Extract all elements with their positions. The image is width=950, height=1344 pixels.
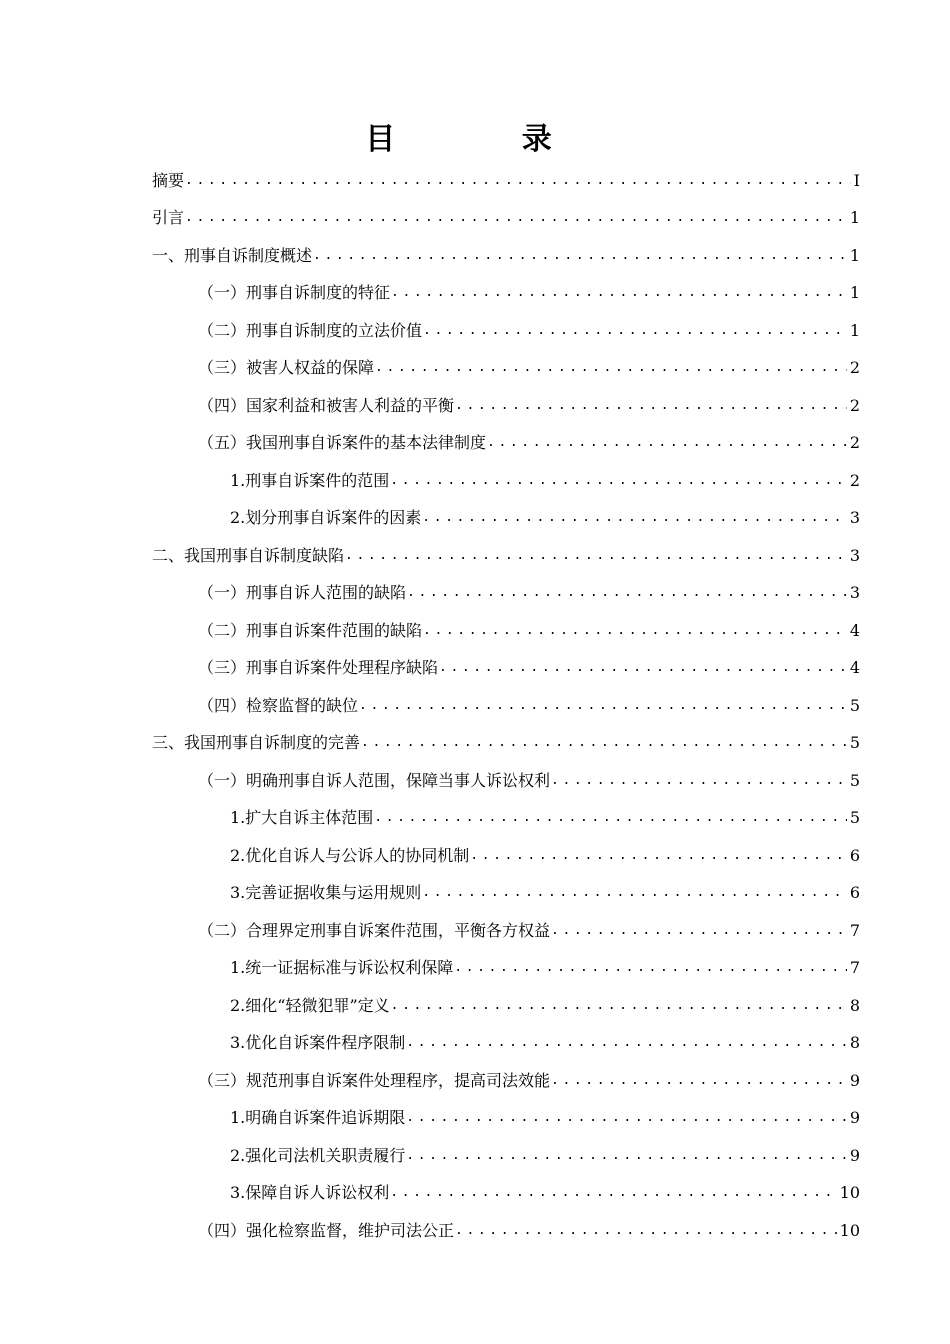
toc-entry[interactable] <box>0 912 950 949</box>
toc-entry[interactable] <box>0 425 950 462</box>
toc-entry-page-number: 1 <box>849 283 860 302</box>
toc-entry-page-number: 5 <box>849 733 860 752</box>
toc-entry-title: （三）规范刑事自诉案件处理程序，提高司法效能 <box>198 1070 551 1090</box>
dot-leader <box>423 321 847 341</box>
toc-entry[interactable] <box>0 725 950 762</box>
toc-entry-page-number: 8 <box>849 995 860 1015</box>
toc-entry-title: 2.划分刑事自诉案件的因素 <box>230 508 422 527</box>
toc-entry-page-number: 4 <box>849 658 860 677</box>
toc-entry-title: （五）我国刑事自诉案件的基本法律制度 <box>198 433 487 452</box>
toc-entry-page-number: 1 <box>849 320 860 340</box>
dot-leader <box>551 771 847 791</box>
dot-leader <box>390 471 847 491</box>
dot-leader <box>390 1183 836 1203</box>
dot-leader <box>185 208 847 228</box>
toc-entry-page-number: 5 <box>849 695 860 715</box>
toc-entry-title: 1.刑事自诉案件的范围 <box>230 470 390 490</box>
toc-entry-title: （一）明确刑事自诉人范围，保障当事人诉讼权利 <box>198 770 551 790</box>
toc-entry-title: （二）合理界定刑事自诉案件范围，平衡各方权益 <box>198 920 551 940</box>
dot-leader <box>455 396 847 416</box>
toc-entry-page-number: 9 <box>849 1070 860 1090</box>
toc-entry-title: 3.保障自诉人诉讼权利 <box>230 1183 390 1202</box>
toc-entry[interactable] <box>0 537 950 574</box>
toc-entry[interactable] <box>0 275 950 312</box>
dot-leader <box>455 1221 837 1241</box>
dot-leader <box>375 358 847 378</box>
toc-entry[interactable] <box>0 462 950 499</box>
dot-leader <box>391 996 847 1016</box>
toc-entry-page-number: 9 <box>849 1145 860 1165</box>
dot-leader <box>406 1033 847 1053</box>
toc-entry[interactable] <box>0 1175 950 1212</box>
toc-entry-title: 三、我国刑事自诉制度的完善 <box>152 733 361 752</box>
toc-entry-page-number: 4 <box>849 620 860 640</box>
toc-entry-title: （二）刑事自诉案件范围的缺陷 <box>198 620 423 640</box>
toc-entry-page-number: 8 <box>849 1033 860 1052</box>
toc-entry[interactable] <box>0 575 950 612</box>
toc-entry[interactable] <box>0 350 950 387</box>
dot-leader <box>422 508 847 528</box>
toc-entry-title: 一、刑事自诉制度概述 <box>152 245 313 265</box>
toc-entry[interactable] <box>0 1100 950 1137</box>
toc-entry-page-number: 7 <box>849 958 860 977</box>
toc-entry[interactable] <box>0 800 950 837</box>
dot-leader <box>551 1071 847 1091</box>
dot-leader <box>454 958 847 978</box>
toc-entry-title: （三）刑事自诉案件处理程序缺陷 <box>198 658 439 677</box>
toc-entry-title: （三）被害人权益的保障 <box>198 358 375 377</box>
toc-entry-page-number: 5 <box>849 770 860 790</box>
toc-entry-page-number: 2 <box>849 470 860 490</box>
toc-entry-page-number: I <box>853 170 860 190</box>
toc-entry-title: （一）刑事自诉人范围的缺陷 <box>198 583 407 602</box>
dot-leader <box>359 696 847 716</box>
toc-entry[interactable] <box>0 987 950 1024</box>
toc-entry-title: 引言 <box>152 208 185 227</box>
toc-entry[interactable] <box>0 387 950 424</box>
toc-entry-page-number: 5 <box>849 808 860 827</box>
toc-entry-page-number: 1 <box>849 208 860 227</box>
toc-entry[interactable] <box>0 612 950 649</box>
toc-entry[interactable] <box>0 237 950 274</box>
toc-entry[interactable] <box>0 875 950 912</box>
dot-leader <box>407 583 847 603</box>
toc-entry-title: 3.完善证据收集与运用规则 <box>230 883 422 902</box>
toc-entry-page-number: 2 <box>849 395 860 415</box>
dot-leader <box>423 621 847 641</box>
toc-entry[interactable] <box>0 1025 950 1062</box>
dot-leader <box>487 433 847 453</box>
toc-entry[interactable] <box>0 687 950 724</box>
toc-entry[interactable] <box>0 162 950 199</box>
dot-leader <box>391 283 847 303</box>
toc-entry-title: 摘要 <box>152 170 185 190</box>
dot-leader <box>313 246 847 266</box>
toc-entry-title: 2.优化自诉人与公诉人的协同机制 <box>230 845 470 865</box>
toc-entry-page-number: 10 <box>839 1183 860 1202</box>
dot-leader <box>406 1108 847 1128</box>
dot-leader <box>406 1146 847 1166</box>
toc-entry-page-number: 2 <box>849 358 860 377</box>
toc-entry[interactable] <box>0 500 950 537</box>
toc-entry-page-number: 2 <box>849 433 860 452</box>
toc-entry-title: （四）检察监督的缺位 <box>198 695 359 715</box>
toc-entry-page-number: 10 <box>839 1220 860 1240</box>
toc-entry-title: （二）刑事自诉制度的立法价值 <box>198 320 423 340</box>
toc-entry[interactable] <box>0 837 950 874</box>
toc-entry-title: 3.优化自诉案件程序限制 <box>230 1033 406 1052</box>
dot-leader <box>439 658 847 678</box>
dot-leader <box>470 846 847 866</box>
toc-entry-page-number: 3 <box>849 508 860 527</box>
toc-entry-page-number: 6 <box>849 845 860 865</box>
toc-entry-title: 二、我国刑事自诉制度缺陷 <box>152 545 345 565</box>
toc-entry[interactable] <box>0 1062 950 1099</box>
toc-entry[interactable] <box>0 762 950 799</box>
toc-entry-title: （四）强化检察监督，维护司法公正 <box>198 1220 455 1240</box>
dot-leader <box>551 921 847 941</box>
toc-entry-page-number: 6 <box>849 883 860 902</box>
toc-entry[interactable] <box>0 1137 950 1174</box>
toc-entry-title: 2.细化“轻微犯罪”定义 <box>230 995 390 1015</box>
dot-leader <box>361 733 847 753</box>
toc-entry-title: 1.统一证据标准与诉讼权利保障 <box>230 958 454 977</box>
toc-entry[interactable] <box>0 1212 950 1249</box>
toc-entry-title: （四）国家利益和被害人利益的平衡 <box>198 395 455 415</box>
toc-entry-page-number: 9 <box>849 1108 860 1127</box>
dot-leader <box>422 883 847 903</box>
toc-entry-page-number: 1 <box>849 245 860 265</box>
toc-entry[interactable] <box>0 950 950 987</box>
toc-entry-title: （一）刑事自诉制度的特征 <box>198 283 391 302</box>
toc-entry-title: 2.强化司法机关职责履行 <box>230 1145 406 1165</box>
toc-entry-page-number: 3 <box>849 545 860 565</box>
toc-title: 目 录 <box>365 122 610 157</box>
dot-leader <box>374 808 847 828</box>
dot-leader <box>185 171 851 191</box>
toc-entry-title: 1.扩大自诉主体范围 <box>230 808 374 827</box>
toc-entry[interactable] <box>0 650 950 687</box>
toc-entry[interactable] <box>0 200 950 237</box>
toc-entry-page-number: 7 <box>849 920 860 940</box>
dot-leader <box>345 546 847 566</box>
toc-entry[interactable] <box>0 312 950 349</box>
toc-entry-page-number: 3 <box>849 583 860 602</box>
toc-entry-title: 1.明确自诉案件追诉期限 <box>230 1108 406 1127</box>
